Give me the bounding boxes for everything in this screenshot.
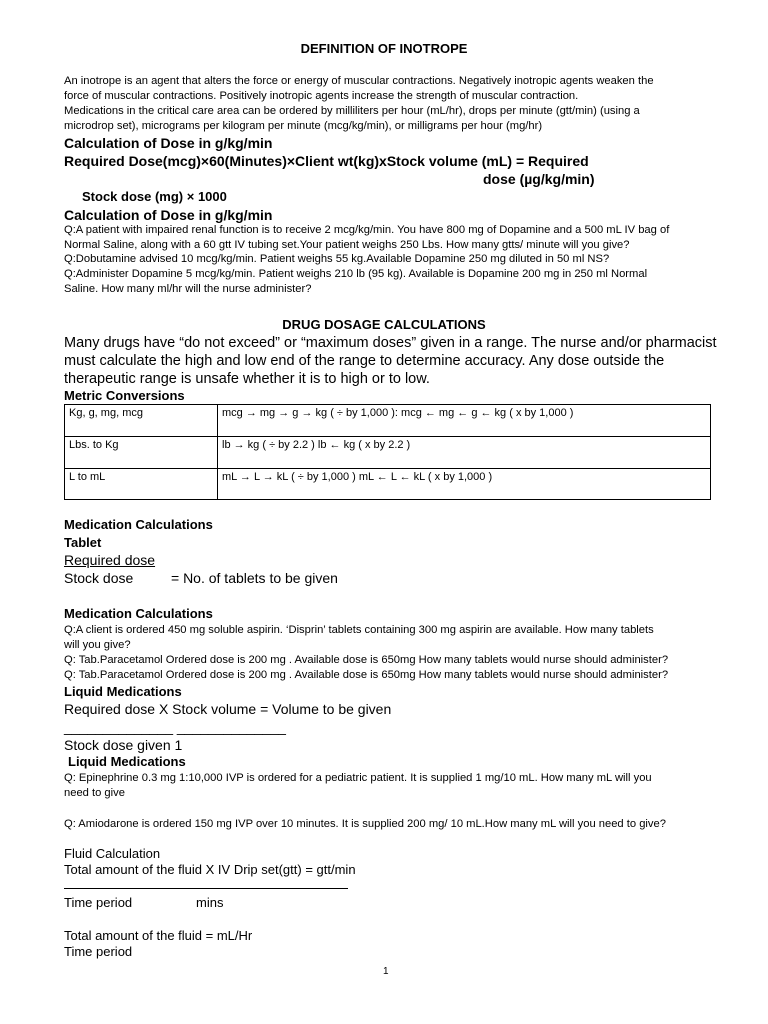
table-cell: mcg → mg → g → kg ( ÷ by 1,000 ): mcg ← mg ← g ← kg ( x by 1,000 ) bbox=[218, 405, 711, 437]
liquid-question-1-line-2: need to give bbox=[64, 787, 125, 799]
intro-line-3: Medications in the critical care area can be ordered by milliliters per hour (mL/hr), drops per minute (gtt/min) (using a bbox=[64, 105, 640, 117]
table-row bbox=[65, 437, 711, 469]
dose-question-2: Q:Dobutamine advised 10 mcg/kg/min. Patient weighs 55 kg.Available Dopamine 250 mg diluted in 50 ml NS? bbox=[64, 253, 610, 265]
med-question-1-line-1: Q:A client is ordered 450 mg soluble aspirin. ‘Disprin’ tablets containing 300 mg aspirin are available. How many tablets bbox=[64, 624, 654, 636]
table-cell: Lbs. to Kg bbox=[65, 437, 218, 469]
med-calc-heading-2: Medication Calculations bbox=[64, 606, 213, 621]
dose-calc-heading: Calculation of Dose in g/kg/min bbox=[64, 135, 273, 151]
liquid-heading-2: Liquid Medications bbox=[68, 754, 186, 769]
liquid-heading: Liquid Medications bbox=[64, 684, 182, 699]
dose-question-3-line-2: Saline. How many ml/hr will the nurse administer? bbox=[64, 283, 312, 295]
drug-dosage-para-line-2: must calculate the high and low end of the range to determine accuracy. Any dose outside the bbox=[64, 353, 665, 369]
dose-question-1-line-1: Q:A patient with impaired renal function is to receive 2 mcg/kg/min. You have 800 mg of Dopamine and a 500 mL IV bag of bbox=[64, 224, 670, 236]
liquid-formula: Required dose X Stock volume = Volume to be given bbox=[64, 701, 392, 717]
stock-dose-line: Stock dose (mg) × 1000 bbox=[82, 189, 227, 204]
med-question-1-line-2: will you give? bbox=[64, 639, 131, 651]
dose-formula-line-2: dose (µg/kg/min) bbox=[483, 171, 595, 187]
table-row bbox=[65, 405, 711, 437]
dose-formula-line-1: Required Dose(mcg)×60(Minutes)×Client wt(kg)xStock volume (mL) = Required bbox=[64, 153, 589, 169]
table-cell: L to mL bbox=[65, 469, 218, 500]
med-question-2: Q: Tab.Paracetamol Ordered dose is 200 mg . Available dose is 650mg How many tablets would nurse should administer? bbox=[64, 654, 669, 666]
liquid-underscores: ______________ ______________ bbox=[64, 719, 286, 735]
table-row bbox=[65, 469, 711, 500]
drug-dosage-heading: DRUG DOSAGE CALCULATIONS bbox=[282, 317, 486, 332]
fraction-rule bbox=[64, 888, 348, 889]
dose-question-3-line-1: Q:Administer Dopamine 5 mcg/kg/min. Patient weighs 210 lb (95 kg). Available is Dopamine 200 mg in 250 ml Normal bbox=[64, 268, 648, 280]
dose-calc-heading-2: Calculation of Dose in g/kg/min bbox=[64, 207, 273, 223]
liquid-question-1-line-1: Q: Epinephrine 0.3 mg 1:10,000 IVP is ordered for a pediatric patient. It is supplied 1 mg/10 mL. How many mL will you bbox=[64, 772, 652, 784]
fluid-heading: Fluid Calculation bbox=[64, 846, 161, 861]
time-period-1: Time period bbox=[64, 895, 133, 910]
tablet-heading: Tablet bbox=[64, 535, 102, 550]
stock-dose-given: Stock dose given 1 bbox=[64, 737, 183, 753]
tablets-equals: = No. of tablets to be given bbox=[171, 570, 338, 586]
stock-dose-label: Stock dose bbox=[64, 570, 134, 586]
intro-line-1: An inotrope is an agent that alters the force or energy of muscular contractions. Negatively inotropic agents weaken the bbox=[64, 75, 654, 87]
drug-dosage-para-line-1: Many drugs have “do not exceed” or “maximum doses” given in a range. The nurse and/or pharmacist bbox=[64, 335, 717, 351]
time-period-2: Time period bbox=[64, 944, 133, 959]
med-calc-heading: Medication Calculations bbox=[64, 517, 213, 532]
fluid-formula-2: Total amount of the fluid = mL/Hr bbox=[64, 928, 253, 943]
page-number: 1 bbox=[383, 966, 389, 977]
dose-question-1-line-2: Normal Saline, along with a 60 gtt IV tubing set.Your patient weighs 250 Lbs. How many gtts/ minute will you give? bbox=[64, 239, 630, 251]
table-cell: mL → L → kL ( ÷ by 1,000 ) mL ← L ← kL ( x by 1,000 ) bbox=[218, 469, 711, 500]
fluid-formula-1: Total amount of the fluid X IV Drip set(gtt) = gtt/min bbox=[64, 862, 356, 877]
mins-label: mins bbox=[196, 895, 224, 910]
liquid-question-2: Q: Amiodarone is ordered 150 mg IVP over 10 minutes. It is supplied 200 mg/ 10 mL.How many mL will you need to give? bbox=[64, 818, 666, 830]
med-question-3: Q: Tab.Paracetamol Ordered dose is 200 mg . Available dose is 650mg How many tablets would nurse should administer? bbox=[64, 669, 669, 681]
table-cell: Kg, g, mg, mcg bbox=[65, 405, 218, 437]
drug-dosage-para-line-3: therapeutic range is unsafe whether it is to high or to low. bbox=[64, 371, 430, 387]
required-dose-label: Required dose bbox=[64, 552, 156, 568]
intro-line-4: microdrop set), micrograms per kilogram per minute (mcg/kg/min), or milligrams per hour (mg/hr) bbox=[64, 120, 543, 132]
metric-conversions-heading: Metric Conversions bbox=[64, 388, 185, 403]
table-cell: lb → kg ( ÷ by 2.2 ) lb ← kg ( x by 2.2 ) bbox=[218, 437, 711, 469]
intro-line-2: force of muscular contractions. Positively inotropic agents increase the strength of muscular contraction. bbox=[64, 90, 579, 102]
metric-conversions-table bbox=[64, 404, 711, 500]
page-title: DEFINITION OF INOTROPE bbox=[300, 41, 468, 56]
